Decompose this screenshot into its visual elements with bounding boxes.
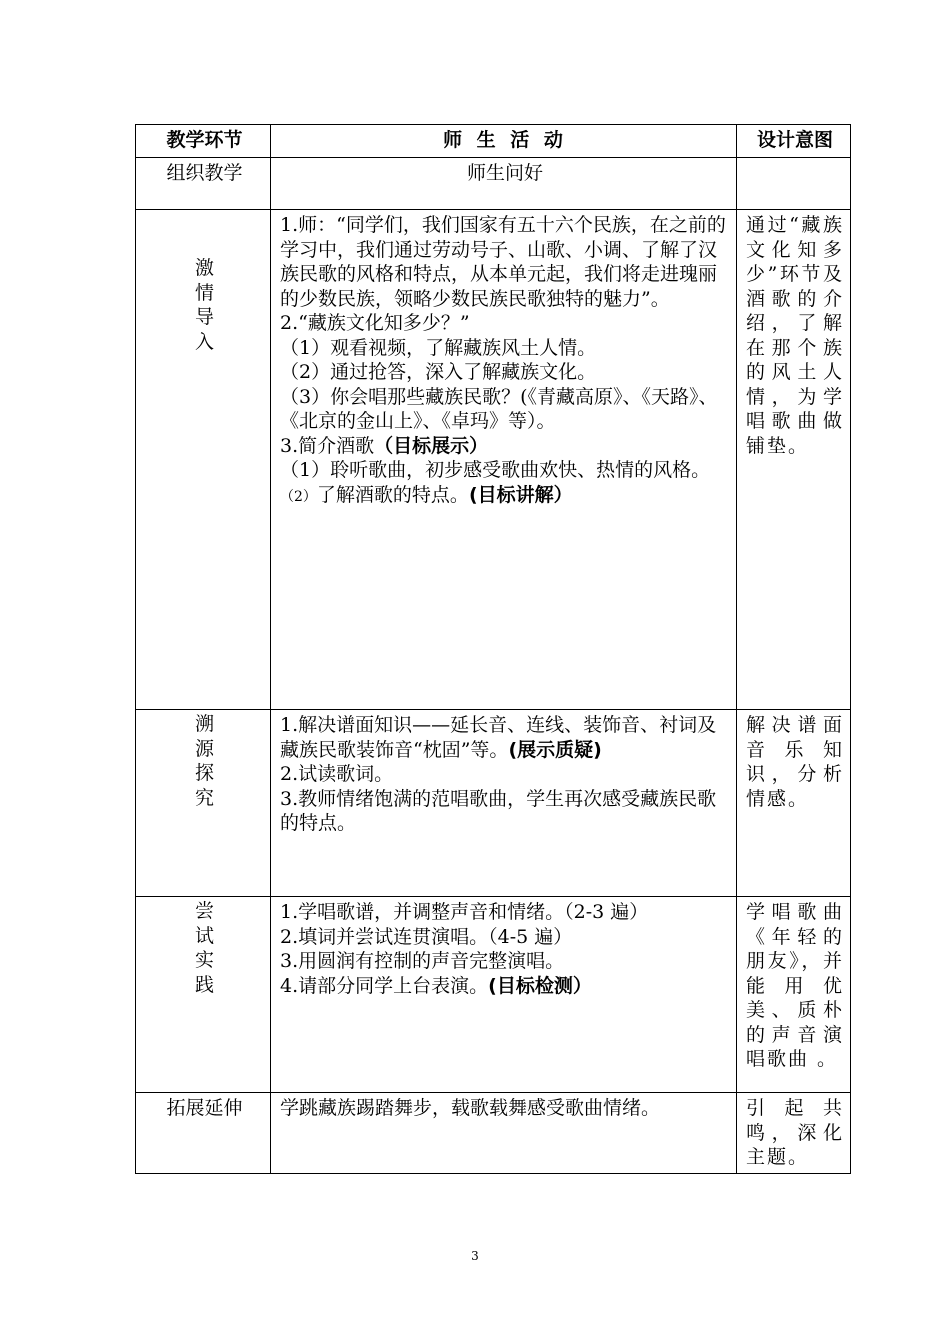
stage-exploration <box>136 710 271 897</box>
activity-line: 1.师：“同学们，我们国家有五十六个民族，在之前的学习中，我们通过劳动号子、山歌、小调、了解了汉族民歌的风格和特点，从本单元起，我们将走进瑰丽的少数民族，领略少数民族民歌独特的魅力”。 <box>280 214 726 310</box>
activity-text: 4.请部分同学上台表演。 <box>280 974 489 997</box>
activity-line: 3.教师情绪饱满的范唱歌曲，学生再次感受藏族民歌的特点。 <box>280 787 717 834</box>
table-row <box>136 710 851 897</box>
stage-char: 试 <box>194 924 214 947</box>
activity-text: 1.解决谱面知识——延长音、连线、装饰音、衬词及藏族民歌装饰音“枕固”等。 <box>280 714 717 761</box>
intent-cell: 解决谱面音乐知识，分析情感。 <box>737 710 851 897</box>
header-row <box>136 125 851 158</box>
table-row <box>136 210 851 710</box>
page-number: 3 <box>471 1249 479 1263</box>
activity-cell <box>271 710 737 897</box>
activity-cell: 学跳藏族踢踏舞步，载歌载舞感受歌曲情绪。 <box>271 1093 737 1174</box>
activity-line <box>280 713 730 762</box>
activity-line <box>280 483 730 510</box>
activity-text: 3.简介酒歌 <box>280 434 375 457</box>
goal-tag: (目标检测） <box>488 974 592 997</box>
activity-line: 2.试读歌词。 <box>280 763 394 785</box>
stage-char: 溯 <box>194 713 214 735</box>
activity-line <box>280 434 730 459</box>
activity-line: （1）聆听歌曲，初步感受歌曲欢快、热情的风格。 <box>280 459 711 481</box>
header-activity: 师 生 活 动 <box>271 125 737 158</box>
activity-line: （3）你会唱那些藏族民歌？(《青藏高原》、《天路》、《北京的金山上》、《卓玛》等）。 <box>280 385 718 432</box>
activity-line: （2）通过抢答，深入了解藏族文化。 <box>280 361 597 383</box>
stage-introduction <box>136 210 271 710</box>
activity-line: 2.填词并尝试连贯演唱。（4-5 遍） <box>280 925 573 948</box>
lesson-plan-table <box>135 124 851 1174</box>
stage-char: 情 <box>194 281 214 304</box>
activity-cell <box>271 897 737 1093</box>
activity-cell <box>271 210 737 710</box>
activity-line: （1）观看视频，了解藏族风土人情。 <box>280 336 597 359</box>
stage-char: 实 <box>194 949 214 971</box>
stage-char: 激 <box>194 257 214 279</box>
activity-cell: 师生问好 <box>271 158 737 210</box>
activity-line <box>280 974 730 999</box>
stage-organize: 组织教学 <box>136 158 271 210</box>
stage-extension: 拓展延伸 <box>136 1093 271 1174</box>
activity-text: （2） <box>280 488 317 505</box>
stage-char: 尝 <box>194 900 214 922</box>
activity-line: 3.用圆润有控制的声音完整演唱。 <box>280 950 565 972</box>
stage-practice <box>136 897 271 1093</box>
goal-tag: (目标讲解） <box>468 483 573 506</box>
intent-cell: 通过“藏族文化知多少”环节及酒歌的介绍，了解在那个族的风土人情，为学唱歌曲做铺垫。 <box>737 210 851 710</box>
intent-cell: 学唱歌曲《年轻的朋友》，并能用优美、质朴的声音演唱歌曲 。 <box>737 897 851 1093</box>
stage-char: 究 <box>194 786 214 809</box>
activity-text: 了解酒歌的特点。 <box>316 483 469 506</box>
table-row <box>136 1093 851 1174</box>
activity-line: 2.“藏族文化知多少？” <box>280 312 470 334</box>
intent-cell: 引起共鸣，深化主题。 <box>737 1093 851 1174</box>
stage-char: 导 <box>194 306 214 328</box>
table-row <box>136 897 851 1093</box>
stage-char: 探 <box>194 762 214 784</box>
header-stage: 教学环节 <box>136 125 271 158</box>
header-intent: 设计意图 <box>737 125 851 158</box>
stage-char: 入 <box>194 330 214 353</box>
intent-cell <box>737 158 851 210</box>
activity-line: 1.学唱歌谱，并调整声音和情绪。（2-3 遍） <box>280 901 649 923</box>
stage-char: 践 <box>194 973 214 996</box>
goal-tag: (展示质疑) <box>508 738 602 761</box>
goal-tag: （目标展示） <box>374 434 489 457</box>
table-row <box>136 158 851 210</box>
stage-char: 源 <box>194 737 214 760</box>
